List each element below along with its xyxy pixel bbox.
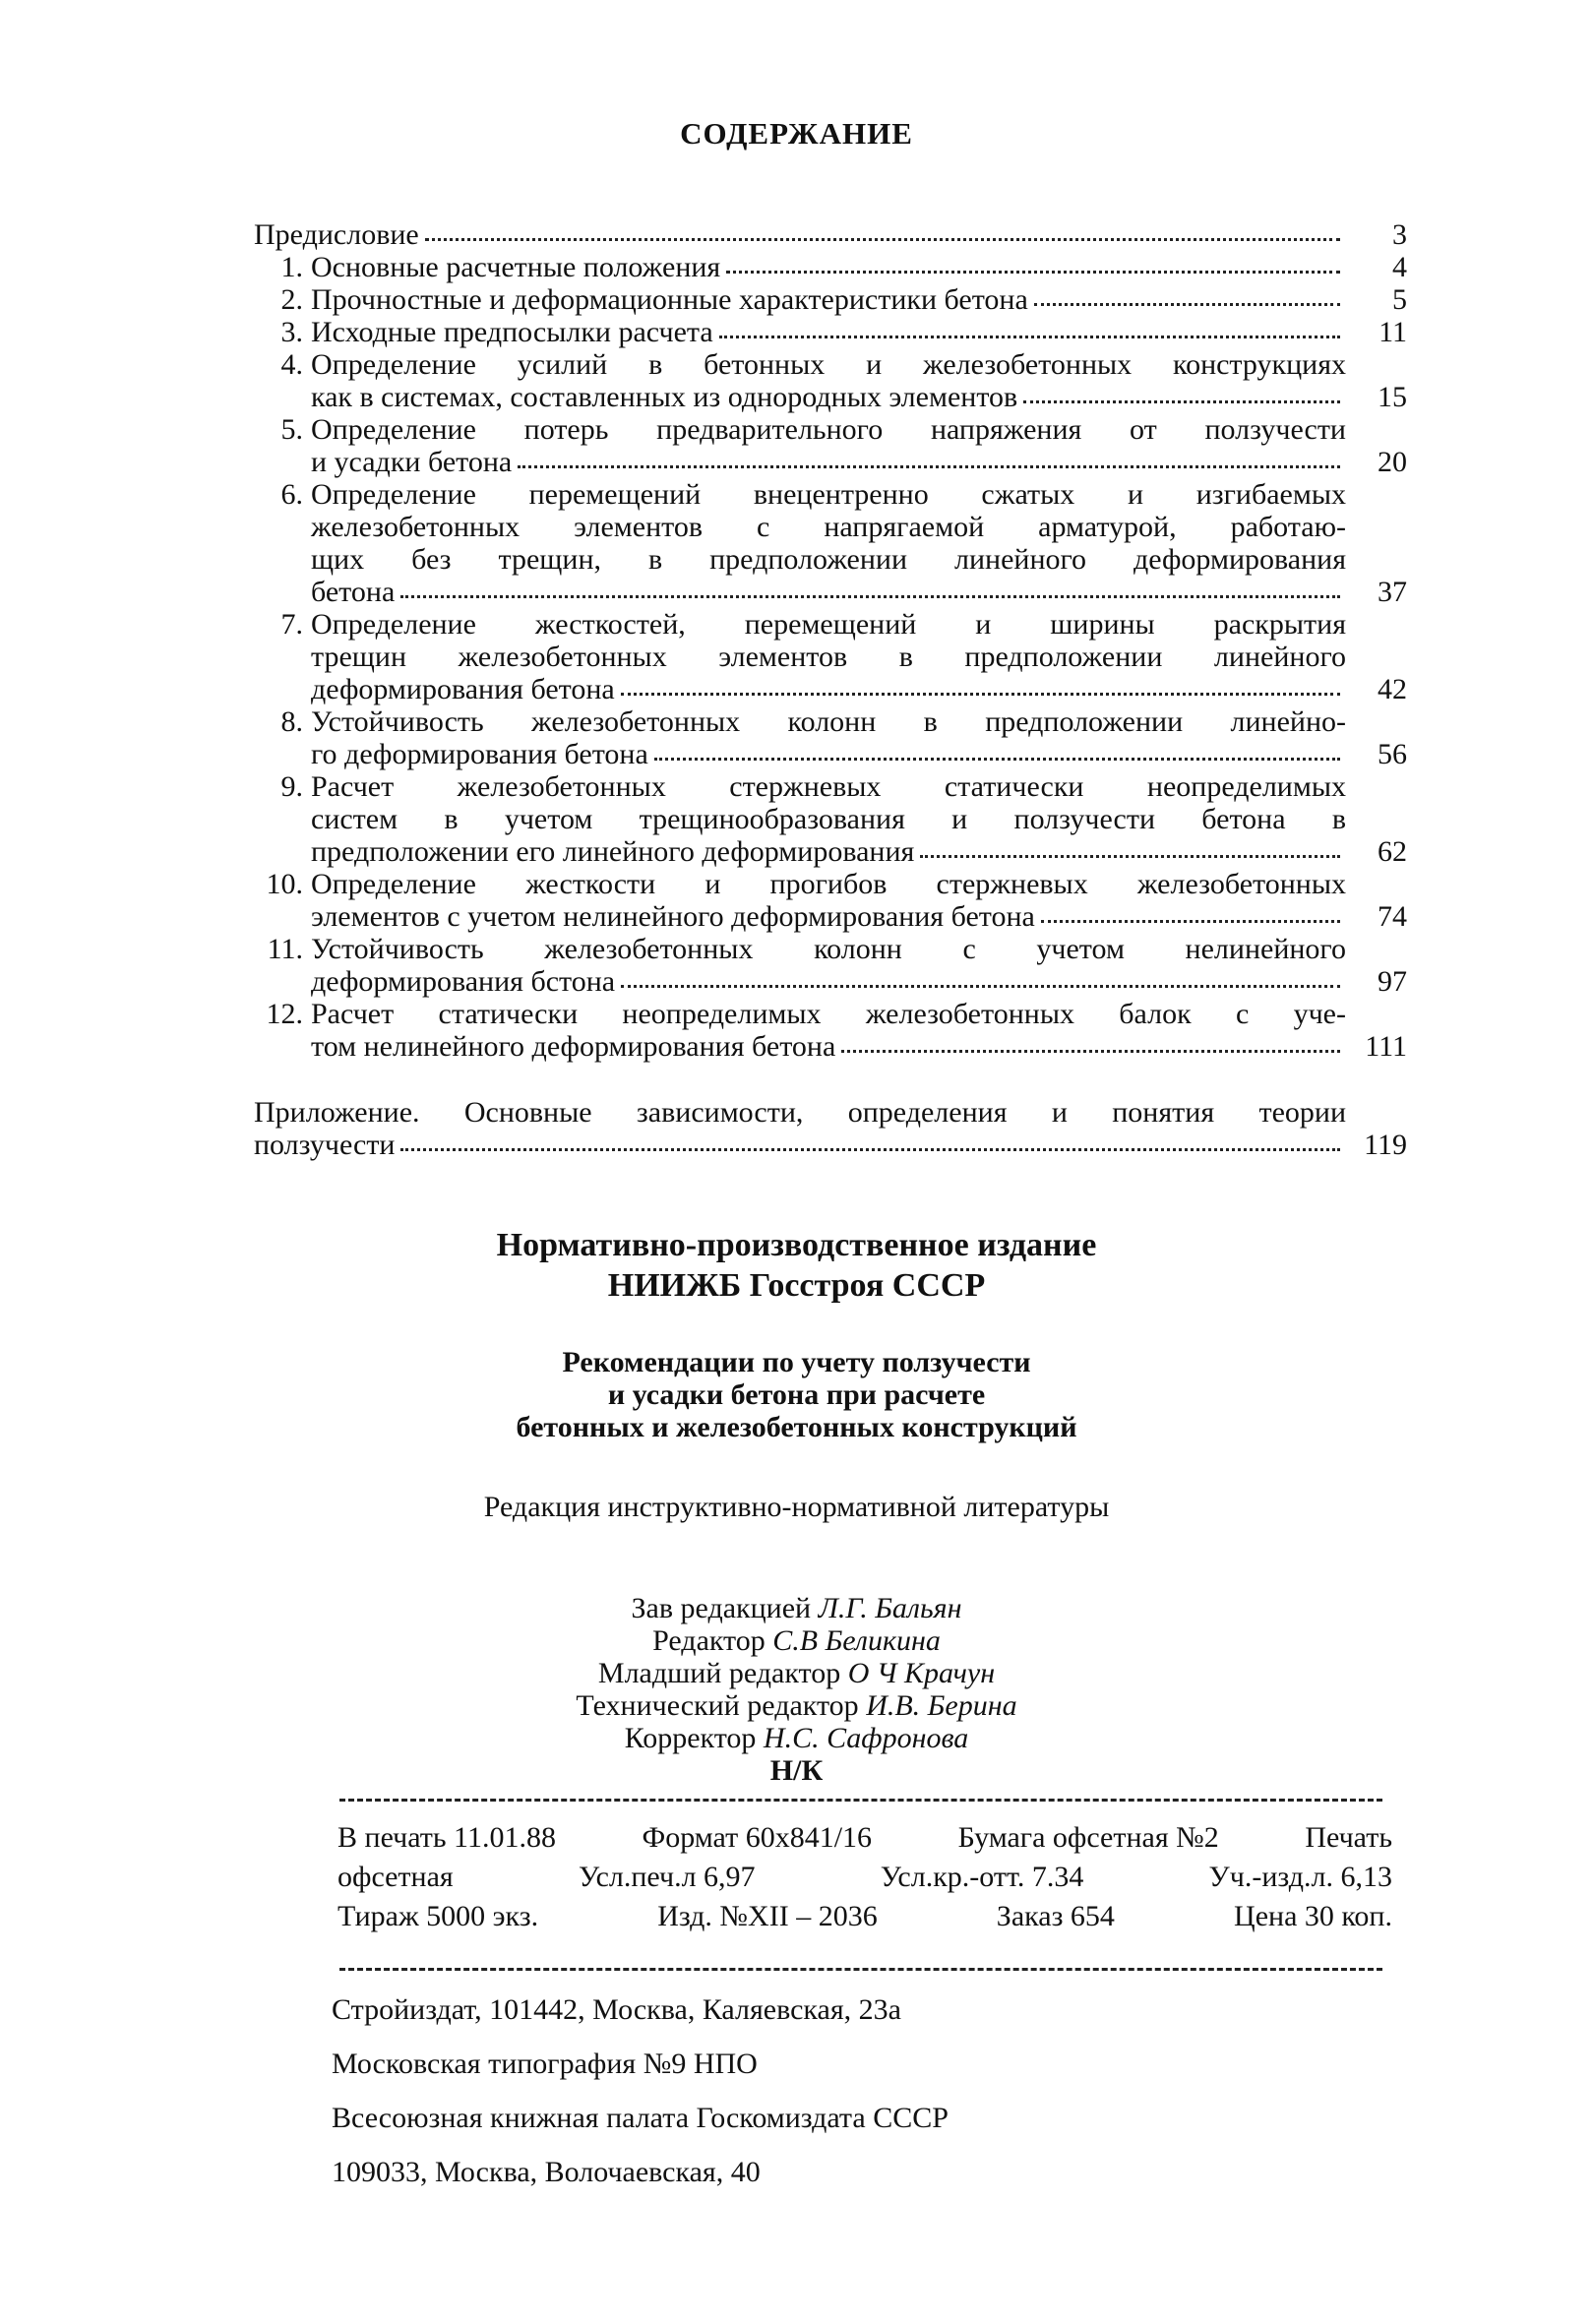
staff-role: Зав редакцией (631, 1592, 812, 1624)
toc-entry-line: Определение потерь предварительного напряжения от ползучести (311, 413, 1346, 446)
toc-entry-line: Расчет железобетонных стержневых статически неопределимых (311, 770, 1346, 803)
staff-role: Технический редактор (576, 1689, 859, 1722)
toc-entry-number: 2. (280, 283, 303, 316)
toc-entry-line: Определение жесткостей, перемещений и ширины раскрытия (311, 608, 1346, 641)
toc-page-number: 119 (1364, 1129, 1407, 1161)
toc-entry-number: 7. (280, 608, 303, 641)
toc-page-number: 37 (1378, 576, 1407, 608)
toc-entry-line: деформирования бстона (311, 965, 616, 998)
toc-entry-number: 5. (280, 413, 303, 446)
imprint-cell: Уч.-изд.л. 6,13 (1208, 1861, 1392, 1893)
toc-entry-number: 10. (266, 868, 303, 900)
imprint-cell: Бумага офсетная №2 (957, 1821, 1219, 1854)
toc-entry-line: деформирования бетона (311, 673, 615, 705)
imprint-cell: Изд. №XII – 2036 (657, 1900, 878, 1932)
imprint-cell: Усл.печ.л 6,97 (578, 1861, 756, 1893)
toc-entry (254, 251, 1407, 283)
toc-entry-line: ползучести (254, 1129, 396, 1161)
dot-leader (400, 1142, 1340, 1151)
address-line: Всесоюзная книжная палата Госкомиздата СССР (332, 2102, 949, 2134)
toc-entry (254, 348, 1407, 413)
address-line: 109033, Москва, Волочаевская, 40 (332, 2156, 761, 2188)
toc-entry-line: бетона (311, 576, 396, 608)
address-line: Московская типография №9 НПО (332, 2048, 758, 2080)
dot-leader (621, 687, 1340, 696)
toc-entry-number: 8. (280, 705, 303, 738)
staff-role: Младший редактор (597, 1657, 841, 1689)
publication-type-line: НИИЖБ Госстроя СССР (607, 1267, 986, 1304)
toc-page-number: 56 (1378, 738, 1407, 770)
toc-page-number: 62 (1378, 835, 1407, 868)
staff-name: О Ч Крачун (847, 1657, 996, 1689)
staff-row (0, 1657, 1593, 1689)
dot-leader (425, 232, 1340, 241)
toc-entry (254, 608, 1407, 705)
toc-entry (254, 413, 1407, 478)
staff-name: Н.С. Сафронова (763, 1722, 969, 1754)
toc-entry-line: го деформирования бетона (311, 738, 648, 770)
toc-entry-number: 3. (280, 316, 303, 348)
dot-leader (621, 979, 1340, 988)
dot-leader (1041, 914, 1340, 923)
toc-page-number: 5 (1392, 283, 1407, 316)
dot-leader (726, 265, 1340, 274)
toc-entry-line: Устойчивость железобетонных колонн в предположении линейно- (311, 705, 1346, 738)
dot-leader (518, 459, 1340, 468)
toc-entry-number: 9. (280, 770, 303, 803)
toc-entry-title: Предисловие (254, 218, 419, 251)
staff-row (0, 1722, 1593, 1754)
toc-entry-line: как в системах, составленных из однородных элементов (311, 381, 1018, 413)
dot-leader (1023, 395, 1340, 403)
toc-page-number: 20 (1378, 446, 1407, 478)
page-title: СОДЕРЖАНИЕ (680, 116, 913, 151)
toc-entry (254, 933, 1407, 998)
toc-page-number: 42 (1378, 673, 1407, 705)
toc-page-number: 111 (1365, 1030, 1407, 1063)
toc-entry-number: 4. (280, 348, 303, 381)
toc-page-number: 97 (1378, 965, 1407, 998)
imprint-row (337, 1818, 1392, 1858)
dot-leader (654, 752, 1340, 761)
toc-entry (254, 770, 1407, 868)
toc-entry-line: Приложение. Основные зависимости, определения и понятия теории (254, 1096, 1346, 1129)
imprint-cell: офсетная (337, 1861, 454, 1893)
toc-entry-line: Исходные предпосылки расчета (311, 316, 713, 348)
toc-page-number: 3 (1392, 218, 1407, 251)
dashed-divider (339, 1968, 1382, 1971)
toc-entry-number: 1. (280, 251, 303, 283)
subtitle-line: и усадки бетона при расчете (607, 1378, 986, 1411)
toc-entry (254, 283, 1407, 316)
toc-page-number: 4 (1392, 251, 1407, 283)
toc-entry-line: и усадки бетона (311, 446, 513, 478)
toc-entry-line: щих без трещин, в предположении линейного деформирования (311, 543, 1346, 576)
imprint-cell: Усл.кр.-отт. 7.34 (880, 1861, 1084, 1893)
staff-mark: Н/К (769, 1754, 824, 1787)
toc-entry (254, 316, 1407, 348)
dot-leader (841, 1044, 1340, 1053)
publication-type (0, 1225, 1593, 1306)
address-line: Стройиздат, 101442, Москва, Каляевская, 23а (332, 1993, 901, 2026)
imprint-row (337, 1858, 1392, 1897)
toc-page-number: 11 (1379, 316, 1407, 348)
imprint-cell: В печать 11.01.88 (337, 1821, 556, 1854)
toc-entry-line: Расчет статически неопределимых железобетонных балок с уче- (311, 998, 1346, 1030)
toc-entry-line: Прочностные и деформационные характеристики бетона (311, 283, 1028, 316)
toc-entry-line: элементов с учетом нелинейного деформирования бетона (311, 900, 1035, 933)
toc-entry-preface (254, 218, 1407, 251)
toc-entry (254, 478, 1407, 608)
dot-leader (719, 330, 1340, 338)
publication-subtitle (0, 1346, 1593, 1443)
dot-leader (920, 849, 1340, 858)
imprint-block (337, 1818, 1392, 1936)
imprint-cell: Тираж 5000 экз. (337, 1900, 539, 1932)
toc-entry-line: Определение перемещений внецентренно сжатых и изгибаемых (311, 478, 1346, 511)
toc-entry (254, 998, 1407, 1063)
imprint-cell: Заказ 654 (996, 1900, 1115, 1932)
toc-entry (254, 705, 1407, 770)
edition-line: Редакция инструктивно-нормативной литературы (483, 1491, 1110, 1523)
staff-row (0, 1592, 1593, 1624)
imprint-cell: Цена 30 коп. (1234, 1900, 1392, 1932)
toc-entry-line: предположении его линейного деформирования (311, 835, 915, 868)
toc-entry (254, 868, 1407, 933)
toc-entry-number: 6. (280, 478, 303, 511)
staff-name: Л.Г. Бальян (818, 1592, 962, 1624)
toc-entry-number: 12. (266, 998, 303, 1030)
toc-entry-line: Устойчивость железобетонных колонн с учетом нелинейного (311, 933, 1346, 965)
toc-entry-line: том нелинейного деформирования бетона (311, 1030, 836, 1063)
imprint-cell: Печать (1305, 1821, 1392, 1854)
subtitle-line: бетонных и железобетонных конструкций (516, 1411, 1077, 1443)
imprint-cell: Формат 60х841/16 (642, 1821, 873, 1854)
staff-role: Редактор (652, 1624, 766, 1657)
toc-entry-line: Определение жесткости и прогибов стержневых железобетонных (311, 868, 1346, 900)
dashed-divider (339, 1799, 1382, 1802)
toc-page-number: 15 (1378, 381, 1407, 413)
staff-name: И.В. Берина (866, 1689, 1017, 1722)
toc-entry-line: систем в учетом трещинообразования и ползучести бетона в (311, 803, 1346, 835)
toc-entry-line: железобетонных элементов с напрягаемой арматурой, работаю- (311, 511, 1346, 543)
toc-entry-line: Основные расчетные положения (311, 251, 721, 283)
toc-entry-line: трещин железобетонных элементов в предположении линейного (311, 641, 1346, 673)
dot-leader (400, 589, 1340, 598)
toc-entry-line: Определение усилий в бетонных и железобетонных конструкциях (311, 348, 1346, 381)
address-block (332, 1983, 949, 2199)
toc-entry-appendix (254, 1096, 1407, 1161)
staff-list (0, 1592, 1593, 1787)
imprint-row (337, 1897, 1392, 1936)
staff-name: С.В Беликина (772, 1624, 941, 1657)
table-of-contents (254, 218, 1407, 1161)
toc-page-number: 74 (1378, 900, 1407, 933)
subtitle-line: Рекомендации по учету ползучести (562, 1346, 1031, 1378)
toc-entry-number: 11. (267, 933, 303, 965)
dot-leader (1034, 297, 1340, 306)
staff-row (0, 1689, 1593, 1722)
staff-row (0, 1624, 1593, 1657)
publication-type-line: Нормативно-производственное издание (496, 1227, 1097, 1263)
staff-role: Корректор (624, 1722, 757, 1754)
